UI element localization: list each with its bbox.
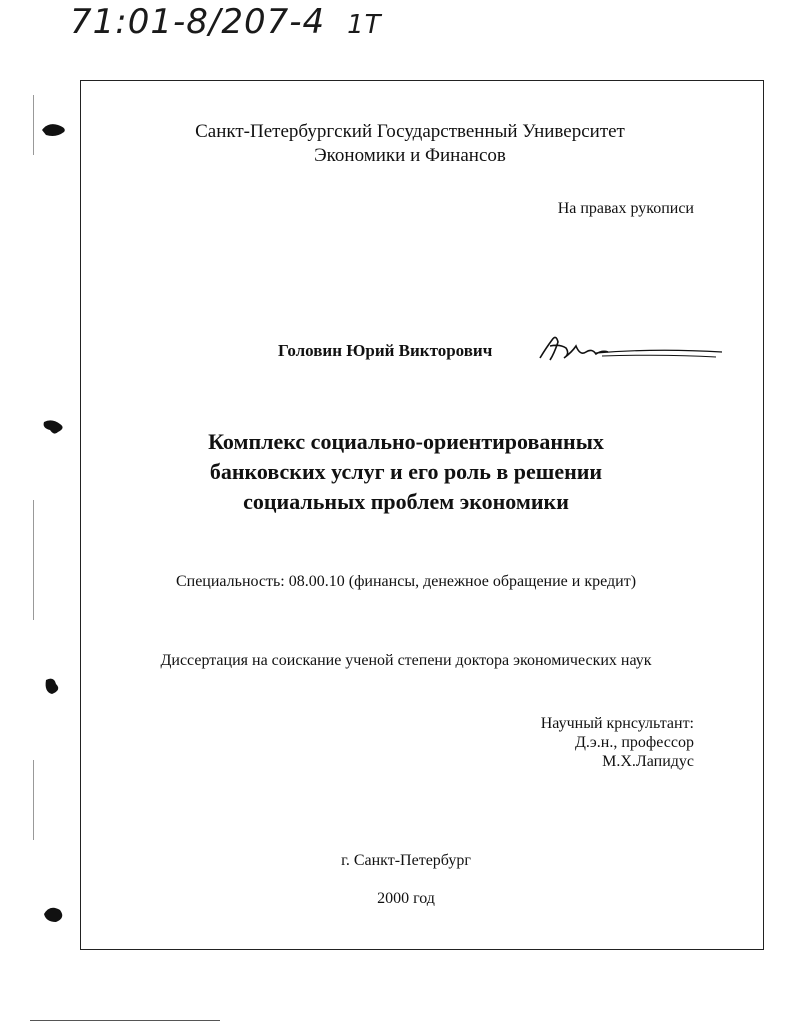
scan-margin-line [33,760,34,840]
consultant-label: Научный крнсультант: [540,715,694,732]
scientific-consultant [541,714,694,771]
university-name: Санкт-Петербургский Государственный Университет [195,121,625,142]
scan-margin-line [33,500,34,620]
signature-icon [536,328,726,368]
ink-blot-icon [40,676,68,696]
consultant-degree: Д.э.н., профессор [575,734,694,751]
consultant-name: М.Х.Лапидус [602,753,694,770]
year: 2000 год [377,890,435,907]
specialty: Специальность: 08.00.10 (финансы, денежное обращение и кредит) [175,573,637,590]
title-line: Комплекс социально-ориентированных [208,429,604,454]
degree-statement: Диссертация на соискание ученой степени доктора экономических наук [160,652,652,669]
dissertation-title [50,427,762,517]
scan-bottom-line [30,1020,220,1021]
scan-margin-line [33,95,34,155]
city: г. Санкт-Петербург [341,852,471,869]
title-line: банковских услуг и его роль в решении [209,459,603,484]
author-name: Головин Юрий Викторович [278,341,493,360]
title-line: социальных проблем экономики [243,489,569,514]
archive-number: 71:01-8/207-4 [70,2,326,42]
archive-copy: 1T [347,10,382,40]
university-name-line2: Экономики и Финансов [314,145,506,166]
manuscript-rights: На правах рукописи [557,200,694,217]
university-block [60,120,760,168]
archive-mark [70,2,382,42]
